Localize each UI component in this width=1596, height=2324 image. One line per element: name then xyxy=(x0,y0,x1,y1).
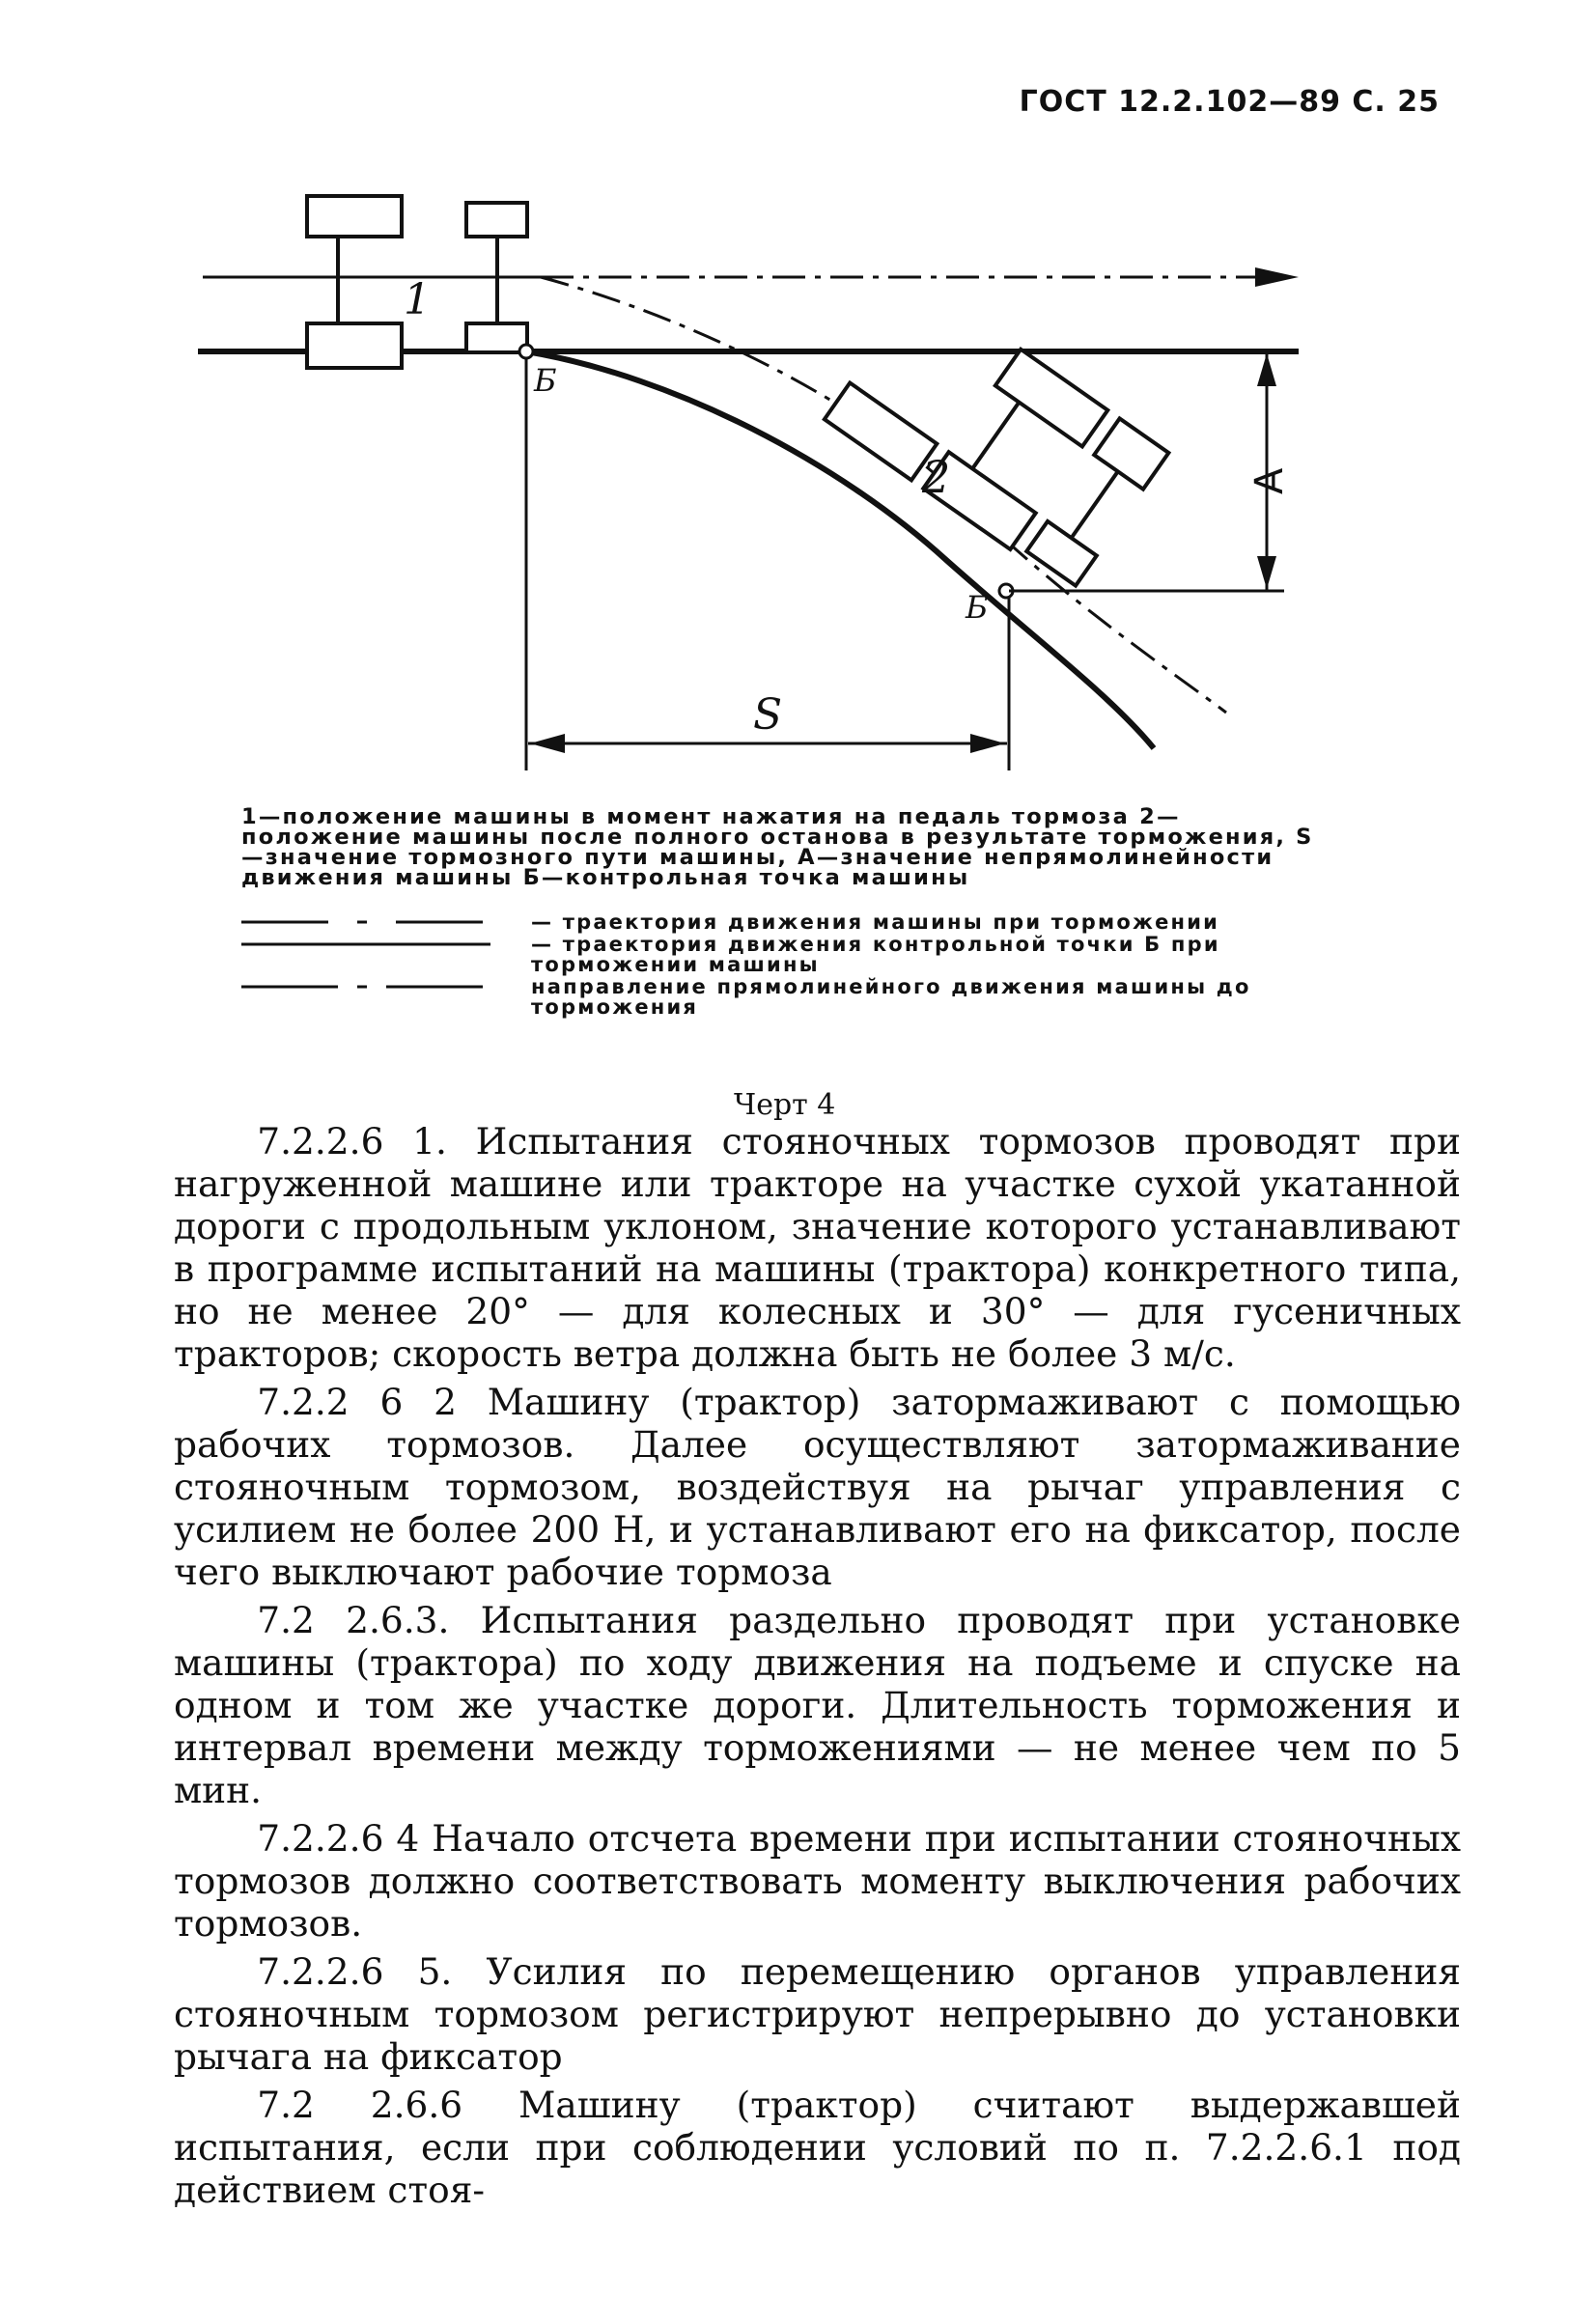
machine-2-label: 2 xyxy=(922,451,951,503)
legend-row-direction xyxy=(241,977,1332,1018)
figure-legend xyxy=(241,912,1332,1020)
paragraph: 7.2.2.6 4 Начало отсчета времени при испытании стояночных тормозов должно соответствовать моменту выключения рабочих тормозов. xyxy=(174,1817,1461,1945)
legend-solid-line xyxy=(241,935,490,955)
paragraph: 7.2.2.6 5. Усилия по перемещению органов управления стояночным тормозом регистрируют непрерывно до установки рычага на фиксатор xyxy=(174,1950,1461,2078)
legend-text: направление прямолинейного движения машины до торможения xyxy=(531,975,1251,1019)
legend-row-car-trajectory xyxy=(241,912,1332,933)
a-dimension-label: А xyxy=(1247,467,1292,494)
legend-dash-dot-line xyxy=(241,977,490,997)
machine-position-2 xyxy=(825,280,1169,592)
control-point-1 xyxy=(519,345,533,358)
braking-diagram xyxy=(0,0,1596,792)
legend-dash-dot-long-line xyxy=(241,912,490,933)
body-text xyxy=(174,1120,1461,2217)
arrow-head xyxy=(1255,267,1299,287)
car-trajectory xyxy=(541,277,1226,713)
machine-1-label: 1 xyxy=(404,275,431,324)
control-point-2-label: Б xyxy=(966,589,989,626)
paragraph: 7.2.2 6 2 Машину (трактор) затормаживают с помощью рабочих тормозов. Далее осуществляют затормаживание стояночным тормозом, воздействуя на рычаг управления с усилием не более 200 Н, и устанавливают его на фиксатор, после чего выключают рабочие тормоза xyxy=(174,1381,1461,1593)
caption-text: 1—положение машины в момент нажатия на педаль тормоза 2—положение машины после полного останова в результате торможения, S—значение тормозного пути машины, А—значение непрямолинейности движения машины Б—контрольная точка машины xyxy=(241,804,1314,890)
legend-row-control-point xyxy=(241,935,1332,975)
paragraph: 7.2 2.6.6 Машину (трактор) считают выдержавшей испытания, если при соблюдении условий по п. 7.2.2.6.1 под действием стоя- xyxy=(174,2084,1461,2211)
s-dimension-label: S xyxy=(753,690,783,740)
paragraph: 7.2 2.6.3. Испытания раздельно проводят при установке машины (трактора) по ходу движения на подъеме и спуске на одном и том же участке дороги. Длительность торможения и интервал времени между торможениями — не менее чем по 5 мин. xyxy=(174,1599,1461,1811)
control-point-1-label: Б xyxy=(534,362,557,399)
paragraph: 7.2.2.6 1. Испытания стояночных тормозов проводят при нагруженной машине или тракторе на участке сухой укатанной дороги с продольным уклоном, значение которого устанавливают в программе испытаний на машины (трактора) конкретного типа, но не менее 20° — для колесных и 30° — для гусеничных тракторов; скорость ветра должна быть не более 3 м/с. xyxy=(174,1120,1461,1375)
legend-text: — траектория движения машины при торможении xyxy=(531,910,1220,934)
figure-caption xyxy=(241,804,1332,890)
legend-text: — траектория движения контрольной точки Б при торможении машины xyxy=(531,933,1220,976)
figure-number: Черт 4 xyxy=(734,1088,836,1122)
page-header: ГОСТ 12.2.102—89 С. 25 xyxy=(1019,85,1440,119)
